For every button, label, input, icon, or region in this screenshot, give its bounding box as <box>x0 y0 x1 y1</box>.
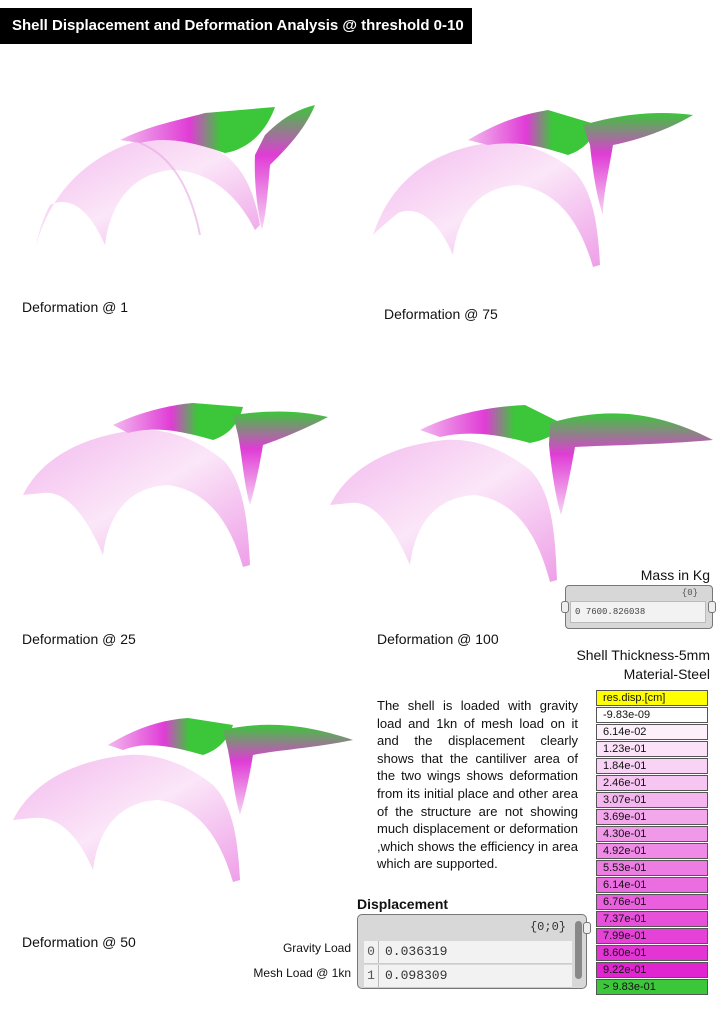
legend-row: 9.22e-01 <box>596 962 708 978</box>
legend-row: 2.46e-01 <box>596 775 708 791</box>
legend-row: 6.14e-01 <box>596 877 708 893</box>
mass-input-grip[interactable] <box>561 601 569 613</box>
legend-row: > 9.83e-01 <box>596 979 708 995</box>
caption-deformation-100: Deformation @ 100 <box>377 631 499 647</box>
legend-row: 1.23e-01 <box>596 741 708 757</box>
caption-deformation-75: Deformation @ 75 <box>384 306 498 322</box>
mass-branch: {0} <box>681 588 698 598</box>
row-index: 0 <box>364 941 379 963</box>
legend-row: 4.30e-01 <box>596 826 708 842</box>
mass-value-row <box>570 601 706 623</box>
shell-thickness: Shell Thickness-5mm <box>576 647 710 663</box>
caption-deformation-25: Deformation @ 25 <box>22 631 136 647</box>
displacement-row <box>364 941 572 964</box>
displacement-legend <box>596 690 708 996</box>
legend-row: 3.69e-01 <box>596 809 708 825</box>
displacement-row <box>364 965 572 988</box>
displacement-scrollbar[interactable] <box>575 921 582 979</box>
legend-row: 1.84e-01 <box>596 758 708 774</box>
caption-deformation-1: Deformation @ 1 <box>22 299 129 315</box>
row-value: 0.098309 <box>385 968 448 983</box>
legend-row: 7.37e-01 <box>596 911 708 927</box>
legend-row: 6.76e-01 <box>596 894 708 910</box>
legend-row: 3.07e-01 <box>596 792 708 808</box>
displacement-title: Displacement <box>357 896 449 912</box>
row-value: 0.036319 <box>385 944 448 959</box>
shell-render-deformation-75 <box>368 95 698 285</box>
mass-value: 7600.826038 <box>585 607 646 617</box>
legend-row: 5.53e-01 <box>596 860 708 876</box>
analysis-description: The shell is loaded with gravity load and 1kn of mesh load on it and the displacement clearly shows that the cantiliver area of the two wings shows deformation from its initial place and other area of the structure are not showing much displacement or deformation ,which shows the efficiency in area which are supported. <box>377 698 578 872</box>
shell-render-deformation-50 <box>8 710 358 900</box>
shell-render-deformation-25 <box>18 395 338 585</box>
legend-row: 7.99e-01 <box>596 928 708 944</box>
shell-render-deformation-100 <box>325 395 715 595</box>
legend-row: 8.60e-01 <box>596 945 708 961</box>
legend-row: 6.14e-02 <box>596 724 708 740</box>
mass-label: Mass in Kg <box>640 567 710 583</box>
page-title: Shell Displacement and Deformation Analysis @ threshold 0-10 <box>0 8 472 44</box>
row-index: 1 <box>364 965 379 987</box>
displacement-output-grip[interactable] <box>583 922 591 934</box>
gravity-load-label: Gravity Load <box>282 941 351 955</box>
caption-deformation-50: Deformation @ 50 <box>22 934 136 950</box>
mesh-load-label: Mesh Load @ 1kn <box>253 966 351 980</box>
mass-panel[interactable] <box>565 585 713 629</box>
legend-row: 4.92e-01 <box>596 843 708 859</box>
mass-index: 0 <box>575 607 581 617</box>
mass-output-grip[interactable] <box>708 601 716 613</box>
legend-row: -9.83e-09 <box>596 707 708 723</box>
legend-header: res.disp.[cm] <box>596 690 708 706</box>
displacement-branch: {0;0} <box>529 920 566 934</box>
shell-render-deformation-1 <box>30 95 330 265</box>
material: Material-Steel <box>623 666 710 682</box>
displacement-panel[interactable] <box>357 914 587 989</box>
